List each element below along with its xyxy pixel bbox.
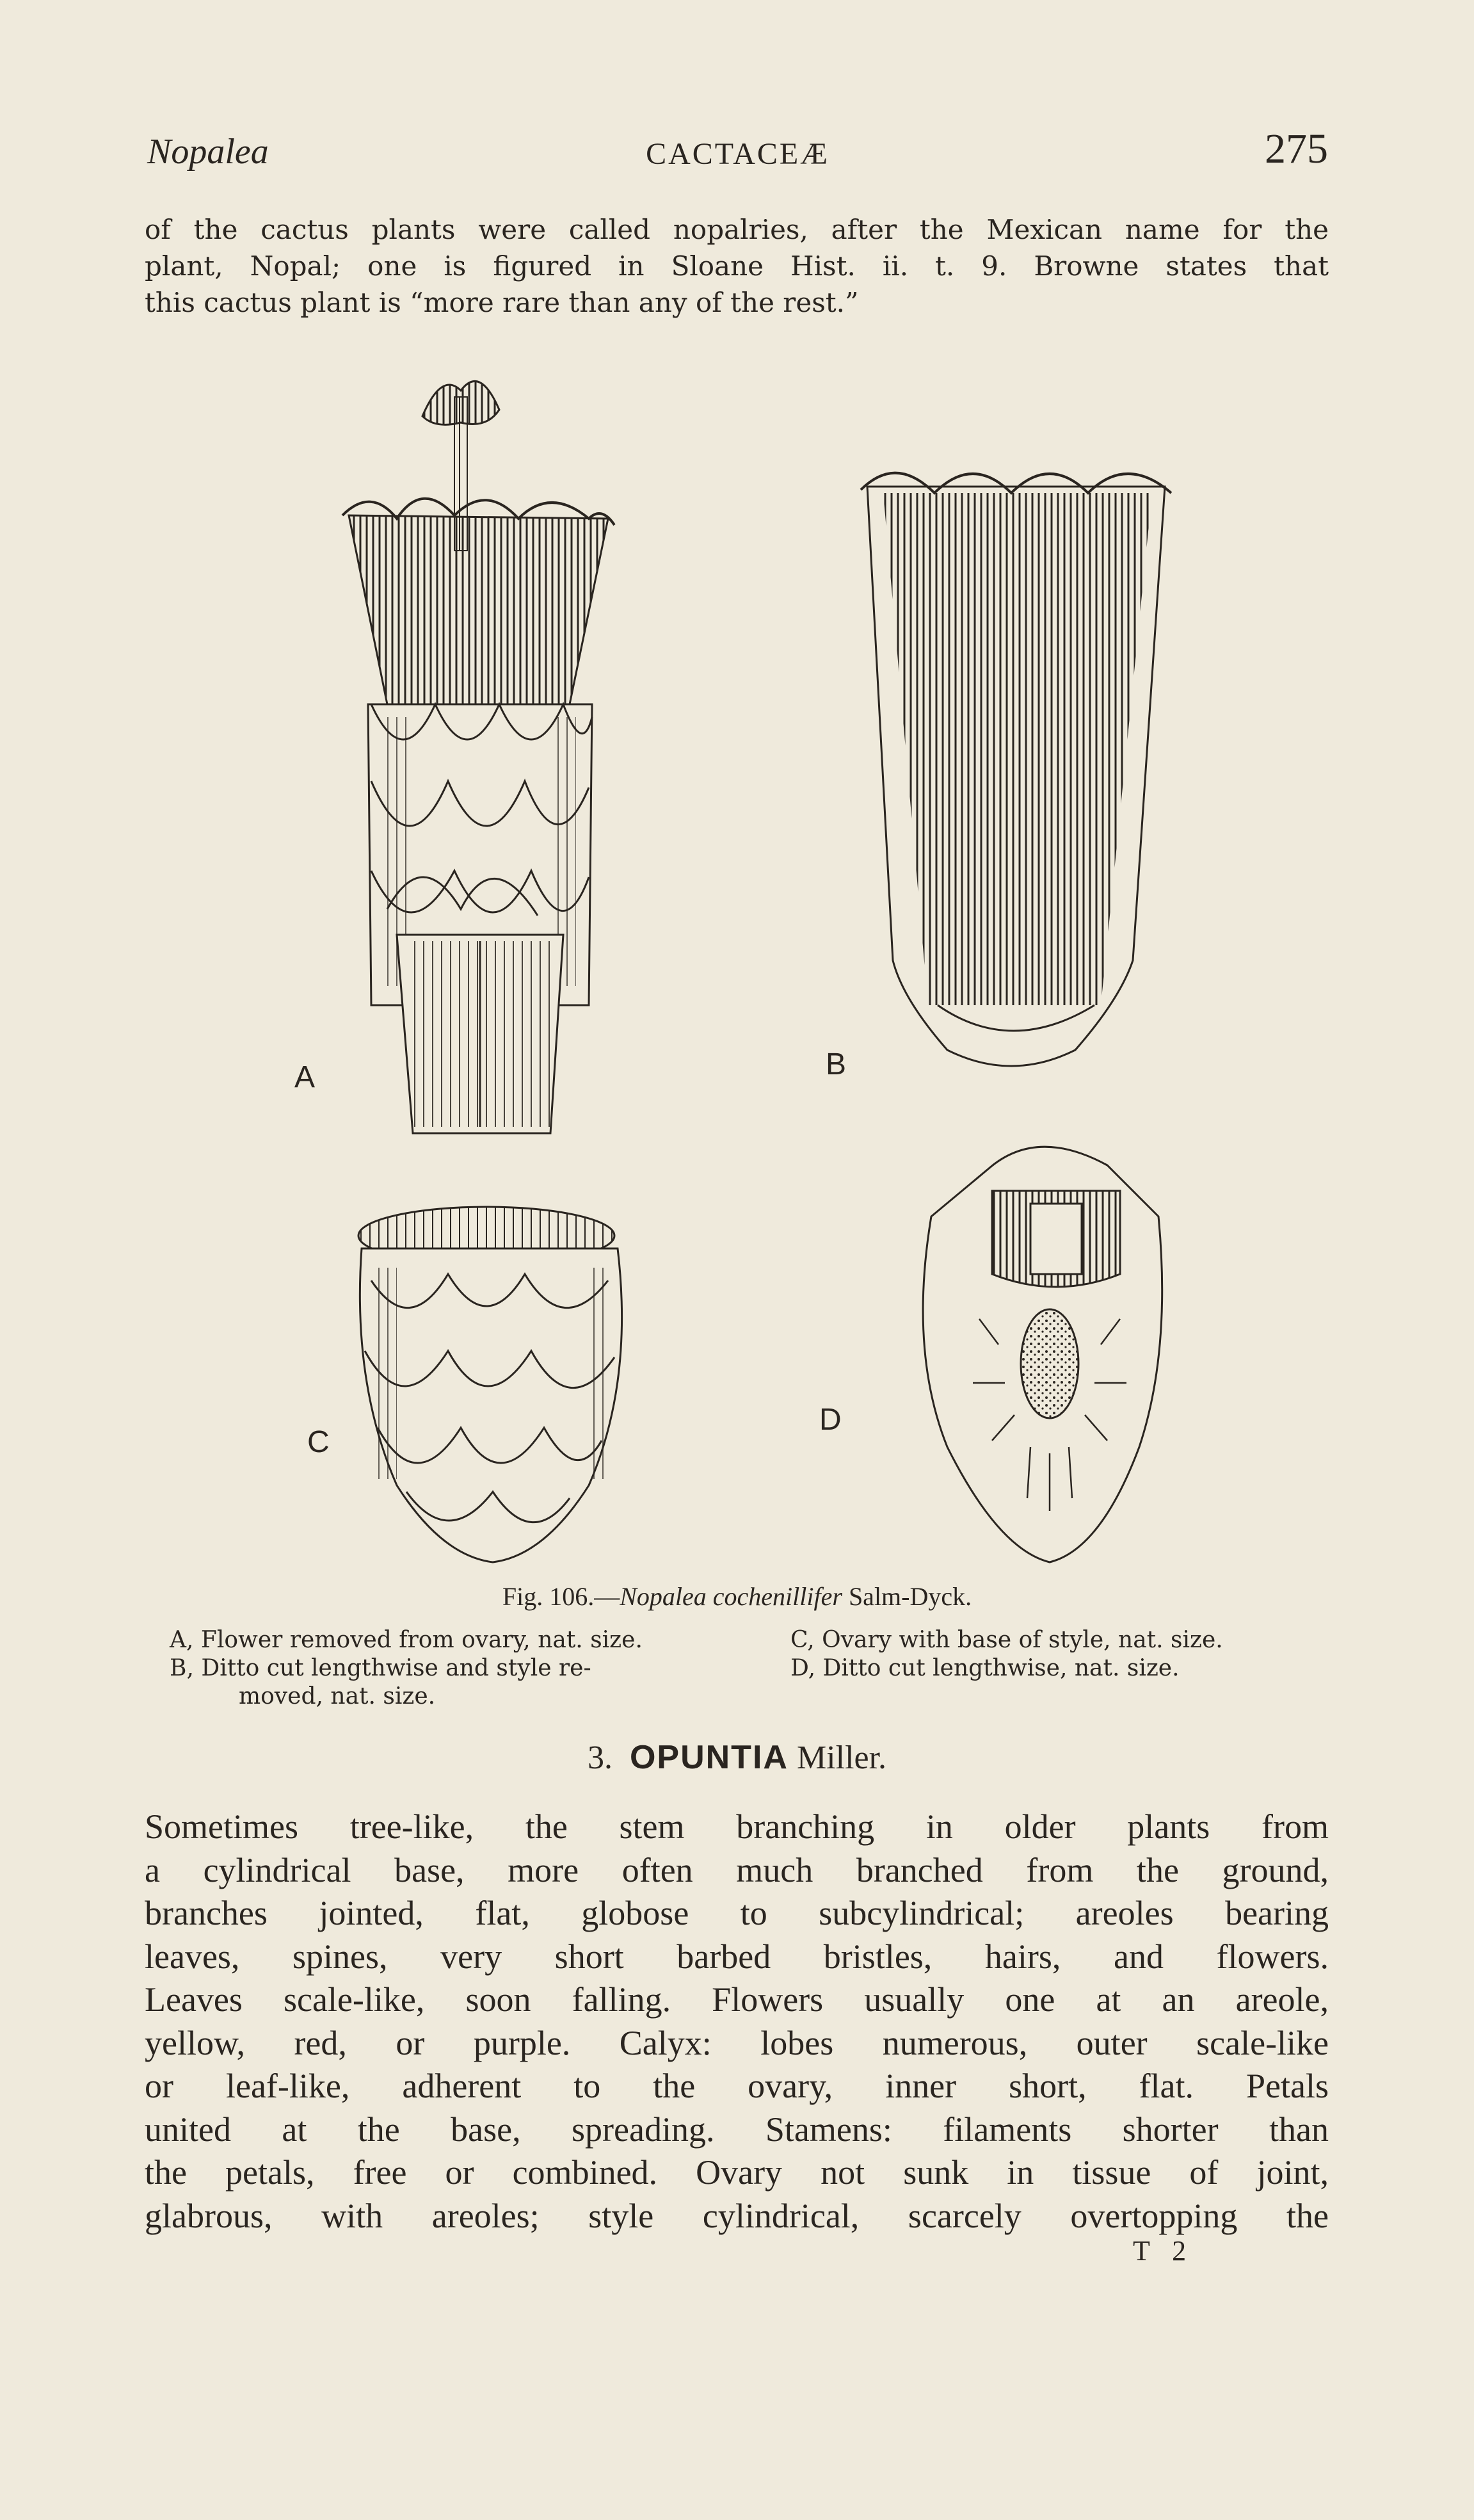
body-line: yellow, red, or purple. Calyx: lobes numerous, outer scale-like [145, 2023, 1329, 2062]
lead-line: plant, Nopal; one is figured in Sloane Hist. ii. t. 9. Browne states that [145, 250, 1329, 282]
legend-line: D, Ditto cut lengthwise, nat. size. [790, 1655, 1180, 1681]
lead-line: this cactus plant is “more rare than any of the rest.” [145, 287, 859, 318]
lead-line: of the cactus plants were called nopalries, after the Mexican name for the [145, 214, 1329, 245]
label-d: D [819, 1403, 842, 1437]
botanical-illustration [269, 359, 1203, 1575]
section-heading [0, 1738, 1474, 1777]
body-line: glabrous, with areoles; style cylindrical, scarcely overtopping the [145, 2196, 1329, 2235]
legend-line: C, Ovary with base of style, nat. size. [790, 1627, 1223, 1653]
body-line: Sometimes tree-like, the stem branching in older plants from [145, 1807, 1329, 1846]
section-genus: OPUNTIA [629, 1739, 789, 1776]
label-a: A [294, 1060, 316, 1094]
lead-paragraph [145, 211, 1329, 321]
figure-106 [269, 359, 1203, 1575]
drawing-c-ovary [358, 1207, 622, 1562]
body-line: or leaf-like, adherent to the ovary, inner short, flat. Petals [145, 2067, 1329, 2105]
caption-author: Salm-Dyck. [842, 1582, 972, 1611]
genus-description [145, 1805, 1329, 2238]
figure-legend-left [170, 1626, 746, 1711]
figure-legend-right [790, 1626, 1366, 1683]
label-c: C [307, 1425, 330, 1459]
drawing-a-flower [342, 381, 614, 1133]
caption-species: Nopalea cochenillifer [620, 1582, 842, 1611]
page-number: 275 [1265, 125, 1328, 172]
drawing-b-section [861, 473, 1171, 1066]
body-line: leaves, spines, very short barbed bristles, hairs, and flowers. [145, 1937, 1329, 1976]
signature-mark: T 2 [1133, 2235, 1194, 2266]
drawing-d-ovary-section [923, 1147, 1162, 1562]
body-line: branches jointed, flat, globose to subcylindrical; areoles bearing [145, 1894, 1329, 1932]
running-head-family: CACTACEÆ [646, 137, 829, 171]
legend-line: B, Ditto cut lengthwise and style re- [170, 1655, 591, 1681]
legend-line: moved, nat. size. [239, 1683, 436, 1709]
section-author: Miller. [796, 1740, 887, 1776]
figure-caption [0, 1581, 1474, 1611]
running-head-genus: Nopalea [147, 132, 269, 172]
body-line: united at the base, spreading. Stamens: filaments shorter than [145, 2110, 1329, 2149]
body-line: Leaves scale-like, soon falling. Flowers usually one at an areole, [145, 1980, 1329, 2019]
body-line: the petals, free or combined. Ovary not sunk in tissue of joint, [145, 2153, 1329, 2192]
caption-prefix: Fig. 106.— [502, 1582, 620, 1611]
label-b: B [826, 1047, 847, 1081]
body-line: a cylindrical base, more often much branched from the ground, [145, 1850, 1329, 1889]
legend-line: A, Flower removed from ovary, nat. size. [170, 1627, 643, 1653]
running-head [147, 125, 1328, 176]
section-number: 3. [587, 1740, 613, 1776]
